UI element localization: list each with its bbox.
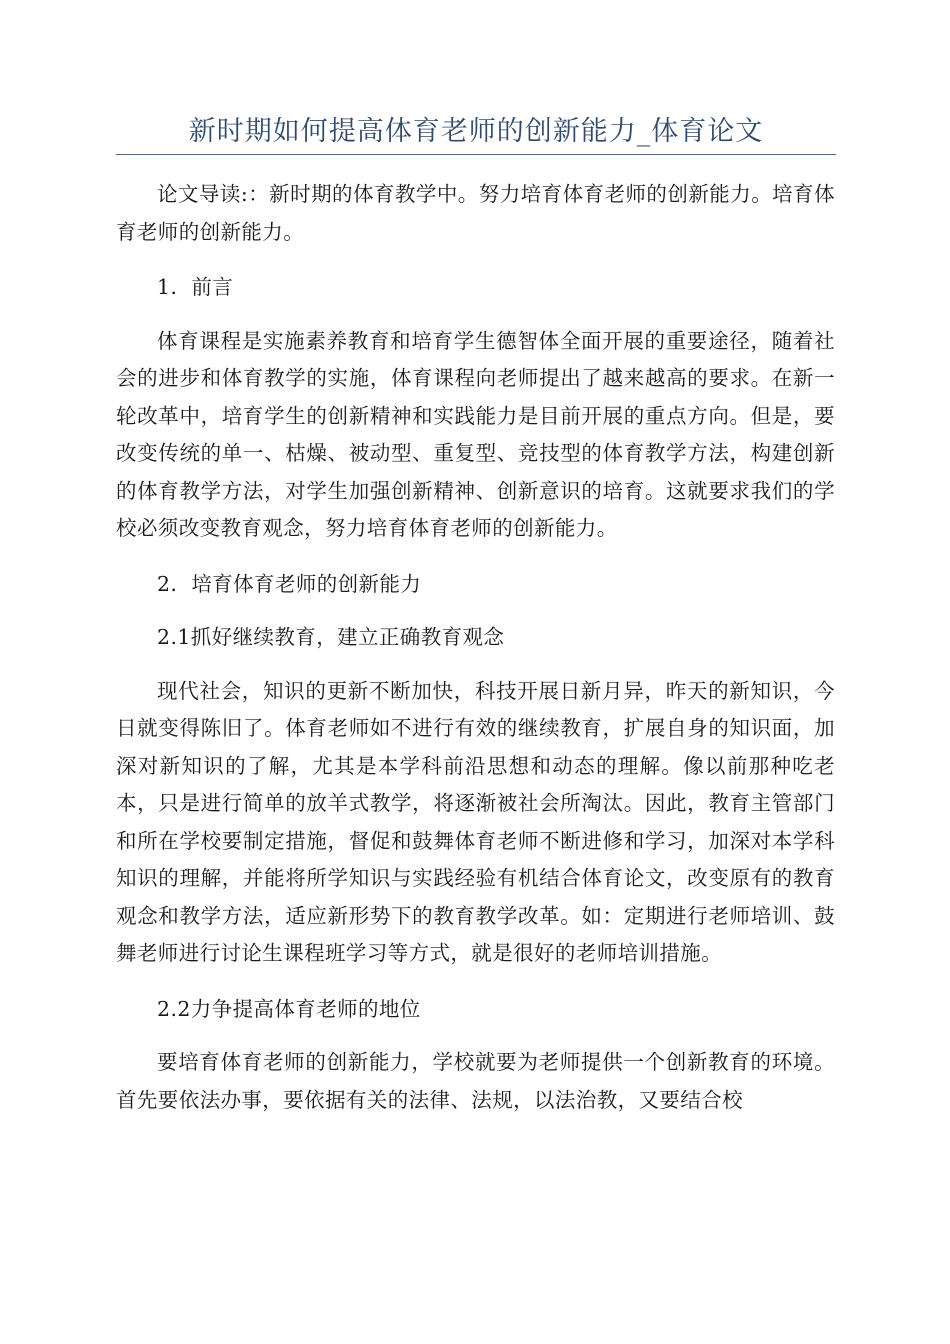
subsection-heading-teacher-status: 2.2力争提高体育老师的地位 xyxy=(157,996,421,1021)
document-body xyxy=(116,176,835,1137)
body-paragraph: 要培育体育老师的创新能力，学校就要为老师提供一个创新教育的环境。首先要依法办事，要依据有关的法律、法规，以法治教，又要结合校 xyxy=(116,1050,835,1112)
section-heading-introduction: 1．前言 xyxy=(157,275,234,299)
body-paragraph: 现代社会，知识的更新不断加快，科技开展日新月异，昨天的新知识，今日就变得陈旧了。体育老师如不进行有效的继续教育，扩展自身的知识面，加深对新知识的了解，尤其是本学科前沿思想和动态的理解。像以前那种吃老本，只是进行简单的放羊式教学，将逐渐被社会所淘汰。因此，教育主管部门和所在学校要制定措施，督促和鼓舞体育老师不断进修和学习，加深对本学科知识的理解，并能将所学知识与实践经验有机结合体育论文，改变原有的教育观念和教学方法，适应新形势下的教育教学改革。如：定期进行老师培训、鼓舞老师进行讨论生课程班学习等方式，就是很好的老师培训措施。 xyxy=(116,678,835,965)
section-heading-innovation: 2．培育体育老师的创新能力 xyxy=(157,571,422,596)
abstract-paragraph: 论文导读:：新时期的体育教学中。努力培育体育老师的创新能力。培育体育老师的创新能力。 xyxy=(116,182,835,244)
document-title: 新时期如何提高体育老师的创新能力_体育论文 xyxy=(188,116,764,147)
body-paragraph: 体育课程是实施素养教育和培育学生德智体全面开展的重要途径，随着社会的进步和体育教学的实施，体育课程向老师提出了越来越高的要求。在新一轮改革中，培育学生的创新精神和实践能力是目前开展的重点方向。但是，要改变传统的单一、枯燥、被动型、重复型、竞技型的体育教学方法，构建创新的体育教学方法，对学生加强创新精神、创新意识的培育。这就要求我们的学校必须改变教育观念，努力培育体育老师的创新能力。 xyxy=(116,328,835,540)
subsection-heading-continuing-education: 2.1抓好继续教育，建立正确教育观念 xyxy=(157,625,505,649)
title-underline xyxy=(116,154,836,155)
